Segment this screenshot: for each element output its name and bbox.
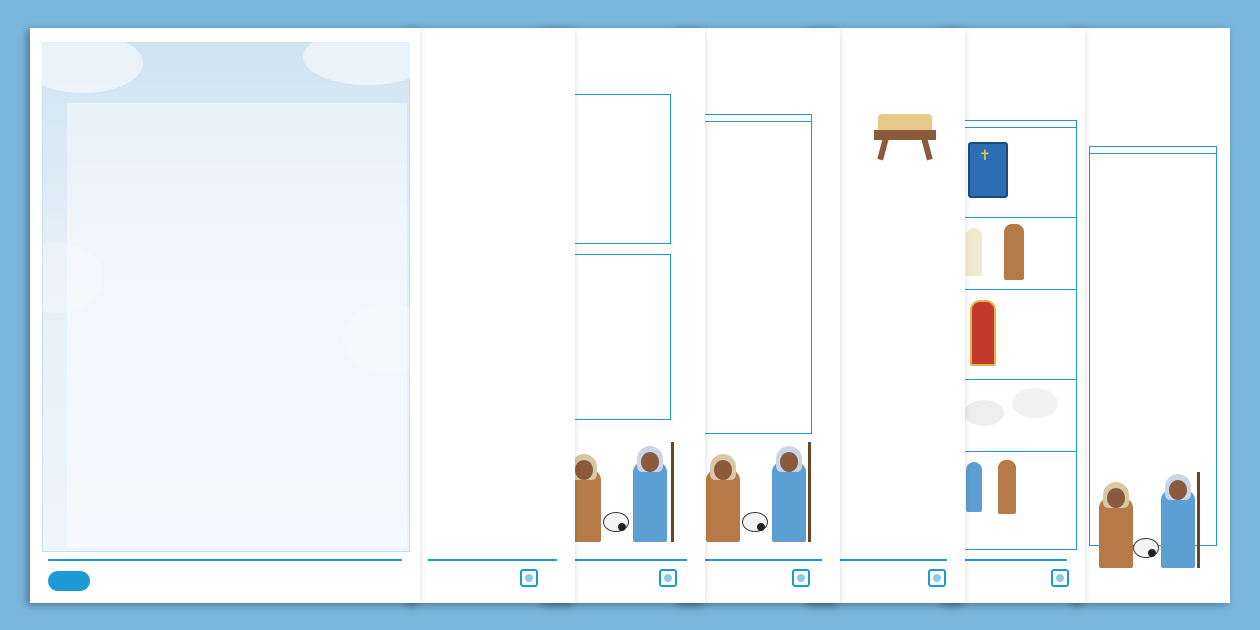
footer-rule xyxy=(698,559,822,561)
joseph-icon xyxy=(998,460,1016,514)
manger-icon xyxy=(870,108,940,160)
twinkl-badge-icon xyxy=(928,569,946,587)
twinkl-logo xyxy=(48,571,90,591)
row-mary-joseph xyxy=(956,452,1076,532)
sky-background xyxy=(42,42,410,552)
joseph-icon xyxy=(1004,224,1024,280)
footer-rule xyxy=(563,559,687,561)
row-angels xyxy=(956,380,1076,452)
row-king xyxy=(956,290,1076,380)
angel-wings-icon xyxy=(1012,388,1058,418)
sheet-intro xyxy=(959,80,1084,94)
shepherds-illustration xyxy=(561,442,691,542)
worksheet-matthew-and-luke xyxy=(945,28,1085,603)
twinkl-badge-icon xyxy=(1051,569,1069,587)
footer-rule xyxy=(428,559,557,561)
table-header xyxy=(1090,147,1216,154)
shepherds-illustration xyxy=(1097,472,1207,568)
angel-wings-icon xyxy=(964,400,1004,426)
mary-icon xyxy=(966,462,982,512)
worksheet-matthew-story xyxy=(30,28,420,603)
luke-column xyxy=(955,120,1077,550)
footer-rule xyxy=(48,559,402,561)
footer-rule xyxy=(828,559,947,561)
worksheet-similarities-differences xyxy=(1075,28,1230,603)
angel-icon xyxy=(966,228,982,276)
row-angel-joseph xyxy=(956,218,1076,290)
row-bible xyxy=(956,128,1076,218)
worksheet-story-luke xyxy=(410,28,575,603)
king-icon xyxy=(970,300,996,366)
twinkl-badge-icon xyxy=(792,569,810,587)
twinkl-badge-icon xyxy=(659,569,677,587)
twinkl-badge-icon xyxy=(520,569,538,587)
bible-icon xyxy=(968,142,1008,198)
shepherds-illustration xyxy=(700,442,820,542)
footer-rule xyxy=(963,559,1067,561)
column-header xyxy=(956,121,1076,128)
